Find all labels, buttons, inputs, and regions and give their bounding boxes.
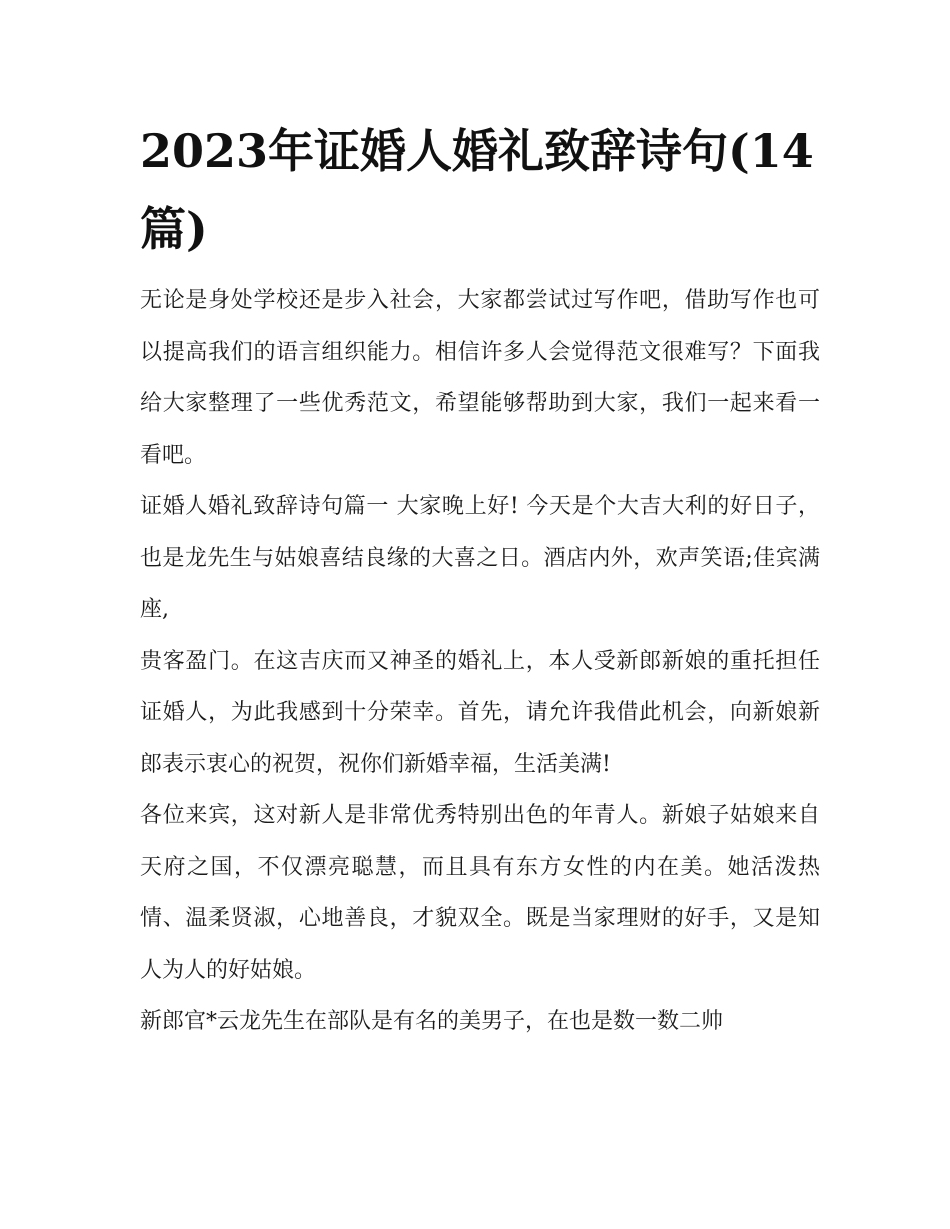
intro-paragraph: 无论是身处学校还是步入社会，大家都尝试过写作吧，借助写作也可以提高我们的语言组织能力。相信许多人会觉得范文很难写？下面我给大家整理了一些优秀范文，希望能够帮助到大家，我们一起来看一看吧。 [140,288,820,468]
body-paragraph: 各位来宾，这对新人是非常优秀特别出色的年青人。新娘子姑娘来自天府之国，不仅漂亮聪慧，而且具有东方女性的内在美。她活泼热情、温柔贤淑，心地善良，才貌双全。既是当家理财的好手，又是知人为人的好姑娘。 [140,803,820,983]
document-title: 2023年证婚人婚礼致辞诗句(14篇) [140,124,814,256]
body-paragraph: 新郎官*云龙先生在部队是有名的美男子，在也是数一数二帅 [140,1009,724,1034]
body-paragraph: 证婚人婚礼致辞诗句篇一 大家晚上好! 今天是个大吉大利的好日子，也是龙先生与姑娘喜结良缘的大喜之日。酒店内外，欢声笑语;佳宾满座, [140,494,820,622]
body-paragraph: 贵客盈门。在这吉庆而又神圣的婚礼上，本人受新郎新娘的重托担任证婚人，为此我感到十分荣幸。首先，请允许我借此机会，向新娘新郎表示衷心的祝贺，祝你们新婚幸福，生活美满! [140,648,820,777]
document-body [140,275,820,1048]
